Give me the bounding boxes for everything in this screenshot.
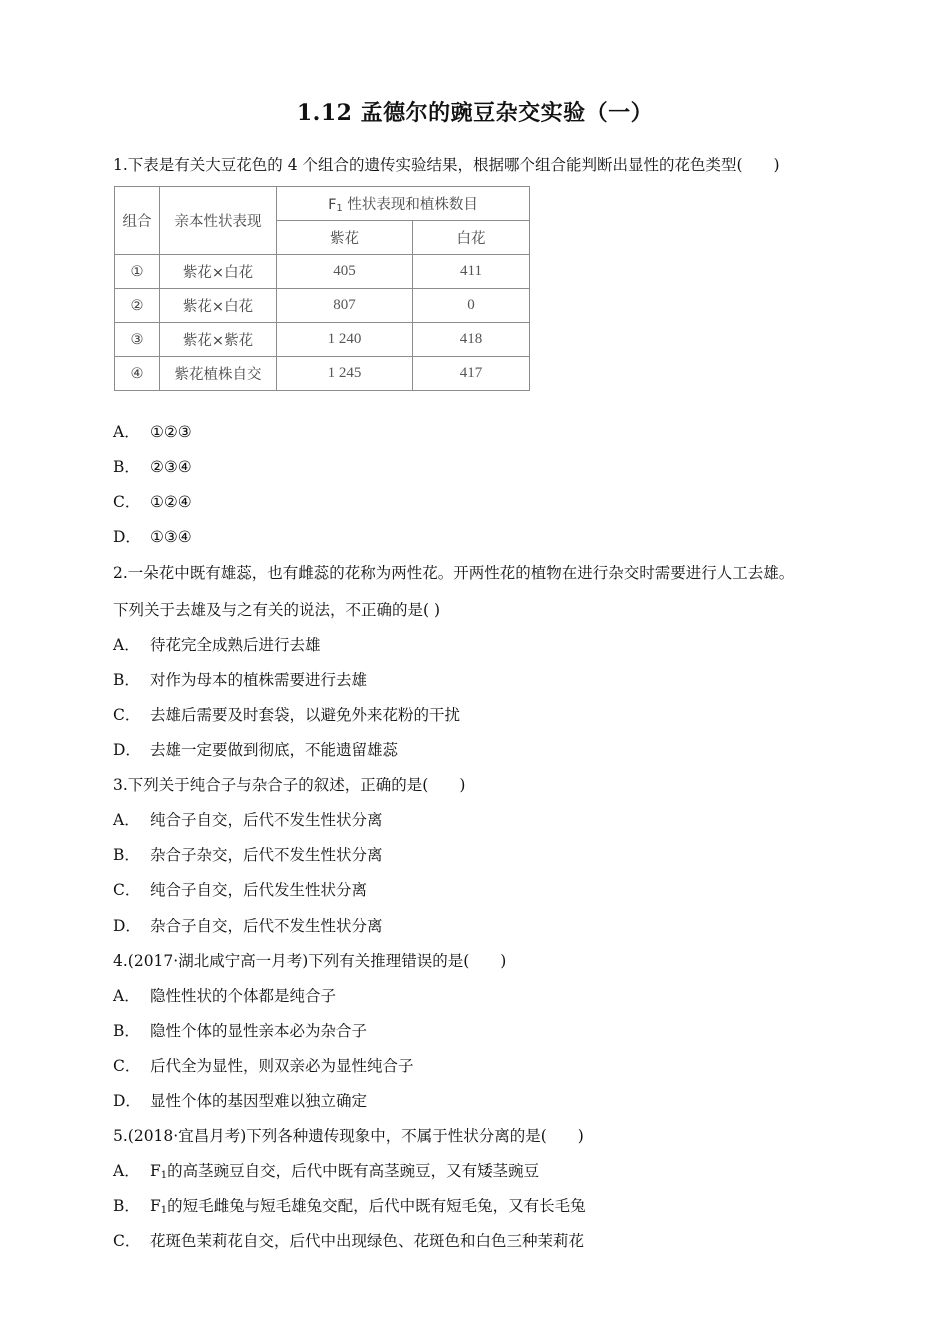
q2-stem-line2: 下列关于去雄及与之有关的说法，不正确的是( )	[113, 601, 441, 619]
th-f1: $F_1$ 性状表现和植株数目	[277, 187, 530, 221]
th-group: 组合	[115, 187, 160, 255]
q4-stem: 4.(2017·湖北咸宁高一月考)下列有关推理错误的是( )	[113, 952, 507, 970]
q2-option-c: C． 去雄后需要及时套袋，以避免外来花粉的干扰	[113, 706, 461, 724]
cell-purple: 1 240	[277, 323, 413, 357]
cell-parent: 紫花植株自交	[160, 357, 277, 391]
q4-option-b: B． 隐性个体的显性亲本必为杂合子	[113, 1022, 368, 1040]
cell-purple: 405	[277, 255, 413, 289]
q2-stem-line1: 2.一朵花中既有雄蕊，也有雌蕊的花称为两性花。开两性花的植物在进行杂交时需要进行人工去雄。	[113, 564, 795, 582]
q3-option-d: D． 杂合子自交，后代不发生性状分离	[113, 917, 383, 935]
q3-option-b: B． 杂合子杂交，后代不发生性状分离	[113, 846, 383, 864]
q1-option-b: B． ②③④	[113, 458, 192, 476]
q2-option-b: B． 对作为母本的植株需要进行去雄	[113, 671, 368, 689]
q4-option-a: A． 隐性性状的个体都是纯合子	[113, 987, 337, 1005]
cell-group: ②	[115, 289, 160, 323]
q5-option-b: B． $F_1$的短毛雌兔与短毛雄兔交配，后代中既有短毛兔，又有长毛兔	[113, 1197, 586, 1216]
q4-option-c: C． 后代全为显性，则双亲必为显性纯合子	[113, 1057, 414, 1075]
th-parent: 亲本性状表现	[160, 187, 277, 255]
cell-group: ④	[115, 357, 160, 391]
q3-stem: 3.下列关于纯合子与杂合子的叙述，正确的是( )	[113, 776, 466, 794]
cell-parent: 紫花×白花	[160, 289, 277, 323]
th-purple: 紫花	[277, 221, 413, 255]
cell-group: ①	[115, 255, 160, 289]
q3-option-a: A． 纯合子自交，后代不发生性状分离	[113, 811, 383, 829]
cell-group: ③	[115, 323, 160, 357]
cell-white: 418	[413, 323, 530, 357]
q1-option-c: C． ①②④	[113, 493, 192, 511]
table-row	[115, 255, 530, 289]
table-row	[115, 357, 530, 391]
q1-option-d: D． ①③④	[113, 528, 192, 546]
q1-stem: 1.下表是有关大豆花色的 4 个组合的遗传实验结果，根据哪个组合能判断出显性的花色类型( )	[113, 156, 780, 174]
cell-parent: 紫花×白花	[160, 255, 277, 289]
q1-table	[114, 186, 530, 391]
page-title: 1.12 孟德尔的豌豆杂交实验（一）	[296, 100, 654, 126]
table-row	[115, 289, 530, 323]
q4-option-d: D． 显性个体的基因型难以独立确定	[113, 1092, 368, 1110]
table-row	[115, 323, 530, 357]
q2-option-d: D． 去雄一定要做到彻底，不能遗留雄蕊	[113, 741, 399, 759]
q2-option-a: A． 待花完全成熟后进行去雄	[113, 636, 321, 654]
th-white: 白花	[413, 221, 530, 255]
q5-option-a: A． $F_1$的高茎豌豆自交，后代中既有高茎豌豆，又有矮茎豌豆	[113, 1162, 540, 1181]
q5-stem: 5.(2018·宜昌月考)下列各种遗传现象中，不属于性状分离的是( )	[113, 1127, 584, 1145]
cell-parent: 紫花×紫花	[160, 323, 277, 357]
cell-white: 0	[413, 289, 530, 323]
cell-purple: 807	[277, 289, 413, 323]
cell-purple: 1 245	[277, 357, 413, 391]
q1-option-a: A． ①②③	[113, 423, 192, 441]
cell-white: 417	[413, 357, 530, 391]
q5-option-c: C． 花斑色茉莉花自交，后代中出现绿色、花斑色和白色三种茉莉花	[113, 1232, 585, 1250]
cell-white: 411	[413, 255, 530, 289]
q3-option-c: C． 纯合子自交，后代发生性状分离	[113, 881, 368, 899]
